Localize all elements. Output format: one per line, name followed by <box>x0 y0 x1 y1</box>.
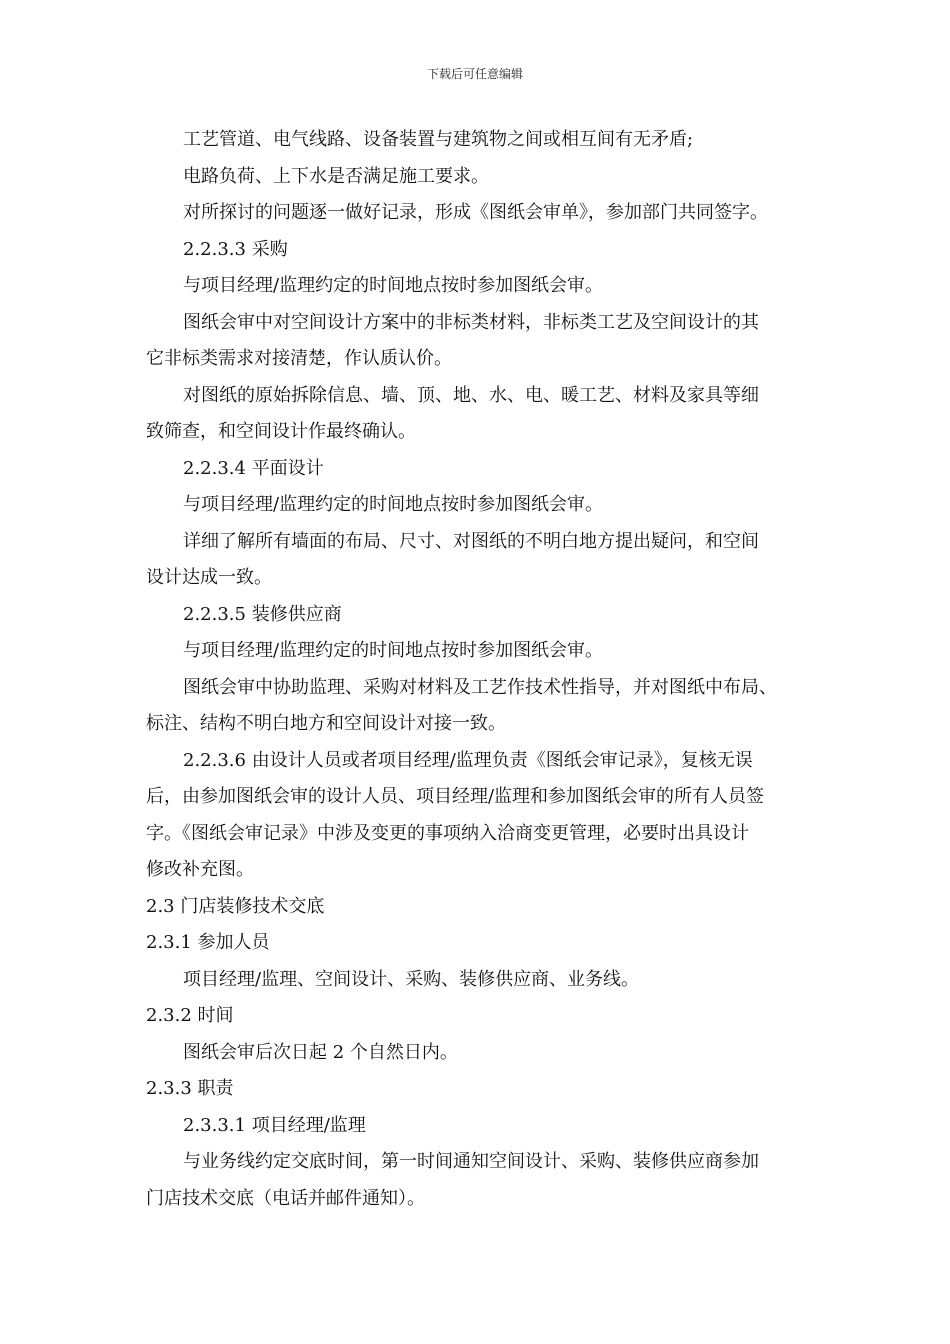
document-body <box>146 122 806 1217</box>
paragraph-line: 与项目经理/监理约定的时间地点按时参加图纸会审。 <box>183 640 604 661</box>
paragraph-line: 修改补充图。 <box>146 859 254 880</box>
paragraph-line: 字。《图纸会审记录》中涉及变更的事项纳入洽商变更管理，必要时出具设计 <box>146 822 749 844</box>
section-heading: 2.3.3.1 项目经理/监理 <box>183 1114 366 1136</box>
paragraph-line: 对所探讨的问题逐一做好记录，形成《图纸会审单》，参加部门共同签字。 <box>183 202 768 223</box>
section-heading: 2.3.1 参加人员 <box>146 932 270 953</box>
paragraph-line: 门店技术交底（电话并邮件通知）。 <box>146 1187 425 1209</box>
paragraph-line: 对图纸的原始拆除信息、墙、顶、地、水、电、暖工艺、材料及家具等细 <box>183 384 759 406</box>
paragraph-line: 工艺管道、电气线路、设备装置与建筑物之间或相互间有无矛盾; <box>183 129 694 150</box>
section-heading: 2.3.2 时间 <box>146 1005 234 1026</box>
section-heading: 2.2.3.4 平面设计 <box>183 457 324 479</box>
paragraph-line: 与项目经理/监理约定的时间地点按时参加图纸会审。 <box>183 275 604 296</box>
paragraph-line: 图纸会审后次日起 2 个自然日内。 <box>183 1041 458 1063</box>
paragraph-line: 电路负荷、上下水是否满足施工要求。 <box>183 165 489 187</box>
section-heading: 2.3.3 职责 <box>146 1078 234 1099</box>
paragraph-line: 后，由参加图纸会审的设计人员、项目经理/监理和参加图纸会审的所有人员签 <box>146 786 765 807</box>
section-heading: 2.2.3.5 装修供应商 <box>183 603 342 625</box>
paragraph-line: 详细了解所有墙面的布局、尺寸、对图纸的不明白地方提出疑问，和空间 <box>183 530 759 552</box>
paragraph-line: 标注、结构不明白地方和空间设计对接一致。 <box>146 713 506 734</box>
paragraph-line: 致筛查，和空间设计作最终确认。 <box>146 421 416 442</box>
section-heading: 2.3 门店装修技术交底 <box>146 895 325 917</box>
paragraph-line: 2.2.3.6 由设计人员或者项目经理/监理负责《图纸会审记录》，复核无误 <box>183 749 753 771</box>
paragraph-line: 图纸会审中协助监理、采购对材料及工艺作技术性指导，并对图纸中布局、 <box>183 676 777 698</box>
paragraph-line: 与项目经理/监理约定的时间地点按时参加图纸会审。 <box>183 494 604 515</box>
paragraph-line: 与业务线约定交底时间，第一时间通知空间设计、采购、装修供应商参加 <box>183 1151 759 1172</box>
paragraph-line: 图纸会审中对空间设计方案中的非标类材料，非标类工艺及空间设计的其 <box>183 311 759 333</box>
paragraph-line: 项目经理/监理、空间设计、采购、装修供应商、业务线。 <box>183 968 640 990</box>
paragraph-line: 设计达成一致。 <box>146 567 272 588</box>
page-header: 下载后可任意编辑 <box>426 67 523 81</box>
section-heading: 2.2.3.3 采购 <box>183 238 288 260</box>
paragraph-line: 它非标类需求对接清楚，作认质认价。 <box>146 348 452 369</box>
